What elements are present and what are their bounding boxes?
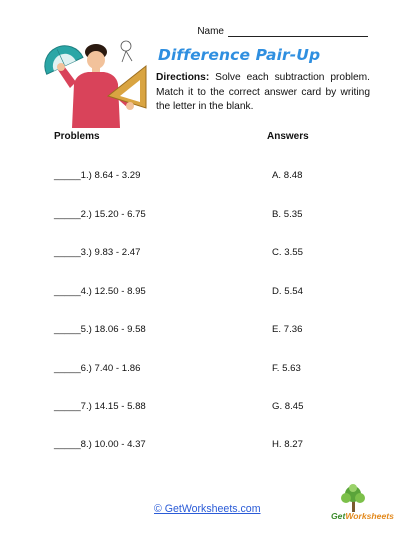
answer-g: G. 8.45 <box>272 401 304 412</box>
problem-4[interactable]: _____4.) 12.50 - 8.95 <box>54 286 146 297</box>
problem-8[interactable]: _____8.) 10.00 - 4.37 <box>54 439 146 450</box>
directions-label: Directions: <box>156 72 210 83</box>
logo-word-get: Get <box>331 511 346 521</box>
problem-3[interactable]: _____3.) 9.83 - 2.47 <box>54 247 141 258</box>
worksheet-title: Difference Pair-Up <box>158 46 321 64</box>
name-label: Name <box>197 26 224 37</box>
compass-sketch-icon <box>121 41 132 62</box>
answer-b: B. 5.35 <box>272 209 303 220</box>
problem-2[interactable]: _____2.) 15.20 - 6.75 <box>54 209 146 220</box>
problem-1[interactable]: _____1.) 8.64 - 3.29 <box>54 170 141 181</box>
student-with-protractor-illustration <box>42 36 154 128</box>
answer-e: E. 7.36 <box>272 324 303 335</box>
answer-d: D. 5.54 <box>272 286 303 297</box>
logo-word-worksheets: Worksheets <box>345 511 394 521</box>
getworksheets-tree-logo-icon <box>316 484 392 528</box>
answer-a: A. 8.48 <box>272 170 303 181</box>
problems-heading: Problems <box>54 131 100 142</box>
answer-h: H. 8.27 <box>272 439 303 450</box>
answer-c: C. 3.55 <box>272 247 303 258</box>
answers-heading: Answers <box>267 131 309 142</box>
problem-5[interactable]: _____5.) 18.06 - 9.58 <box>54 324 146 335</box>
logo-wordmark <box>331 511 394 521</box>
problem-7[interactable]: _____7.) 14.15 - 5.88 <box>54 401 146 412</box>
directions-text: Solve each subtraction problem. Match it to the correct answer card by writing the letter in the blank. <box>156 72 370 112</box>
name-row <box>197 26 368 37</box>
directions <box>156 71 370 115</box>
name-blank-line[interactable] <box>228 26 368 37</box>
footer-link[interactable]: © GetWorksheets.com <box>154 503 261 515</box>
problem-6[interactable]: _____6.) 7.40 - 1.86 <box>54 363 141 374</box>
answer-f: F. 5.63 <box>272 363 301 374</box>
